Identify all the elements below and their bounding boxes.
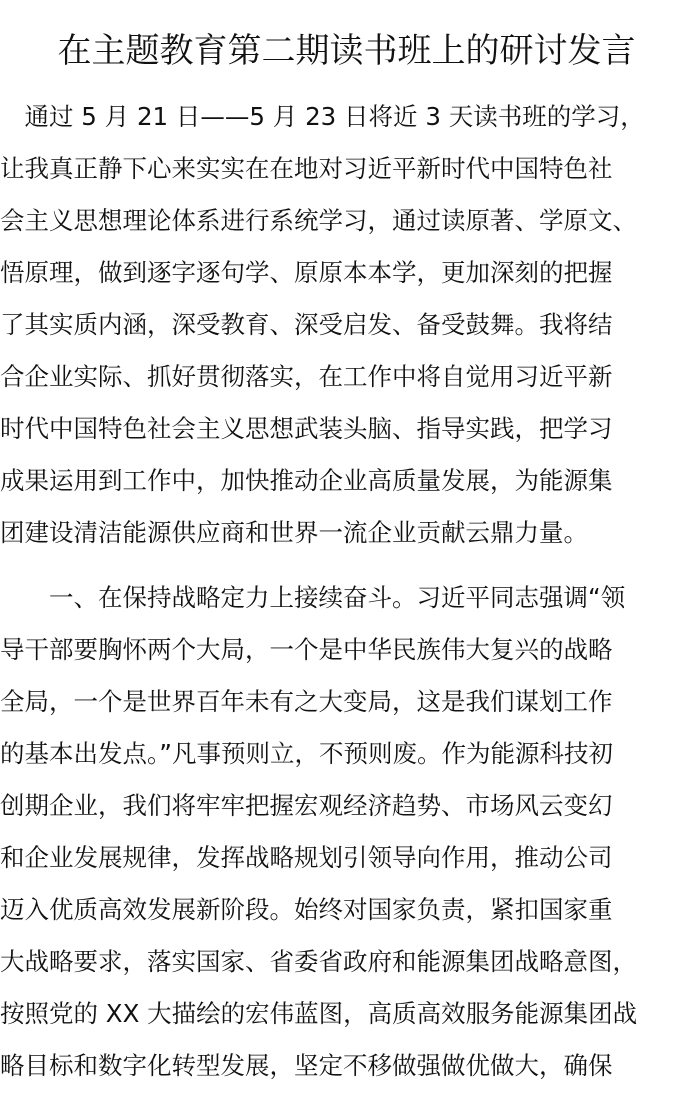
paragraph-2-line: 大战略要求，落实国家、省委省政府和能源集团战略意图， [0, 947, 637, 976]
paragraph-2-line: 全局，一个是世界百年未有之大变局，这是我们谋划工作 [0, 687, 613, 716]
paragraph-2-line: 迈入优质高效发展新阶段。始终对国家负责，紧扣国家重 [0, 895, 613, 924]
paragraph-1-line: 团建设清洁能源供应商和世界一流企业贡献云鼎力量。 [0, 518, 588, 547]
paragraph-1-line: 让我真正静下心来实实在在地对习近平新时代中国特色社 [0, 154, 613, 183]
paragraph-2-line: 的基本出发点。”凡事预则立，不预则废。作为能源科技初 [0, 739, 613, 768]
paragraph-1-line: 会主义思想理论体系进行系统学习，通过读原著、学原文、 [0, 206, 637, 235]
paragraph-1-line: 通过 5 月 21 日——5 月 23 日将近 3 天读书班的学习， [0, 102, 645, 131]
paragraph-1-line: 了其实质内涵，深受教育、深受启发、备受鼓舞。我将结 [0, 310, 613, 339]
paragraph-1-line: 时代中国特色社会主义思想武装头脑、指导实践，把学习 [0, 414, 613, 443]
paragraph-2-line: 略目标和数字化转型发展，坚定不移做强做优做大，确保 [0, 1051, 613, 1080]
paragraph-2-line: 和企业发展规律，发挥战略规划引领导向作用，推动公司 [0, 843, 613, 872]
paragraph-1-line: 悟原理，做到逐字逐句学、原原本本学，更加深刻的把握 [0, 258, 613, 287]
paragraph-1-line: 成果运用到工作中，加快推动企业高质量发展，为能源集 [0, 466, 613, 495]
paragraph-2-line: 导干部要胸怀两个大局，一个是中华民族伟大复兴的战略 [0, 635, 613, 664]
paragraph-1-line: 合企业实际、抓好贯彻落实，在工作中将自觉用习近平新 [0, 362, 613, 391]
paragraph-2-line: 按照党的 XX 大描绘的宏伟蓝图，高质高效服务能源集团战 [0, 999, 638, 1028]
document-title: 在主题教育第二期读书班上的研讨发言 [57, 31, 636, 71]
paragraph-2-line: 创期企业，我们将牢牢把握宏观经济趋势、市场风云变幻 [0, 791, 613, 820]
paragraph-2-line: 一、在保持战略定力上接续奋斗。习近平同志强调“领 [0, 583, 626, 612]
